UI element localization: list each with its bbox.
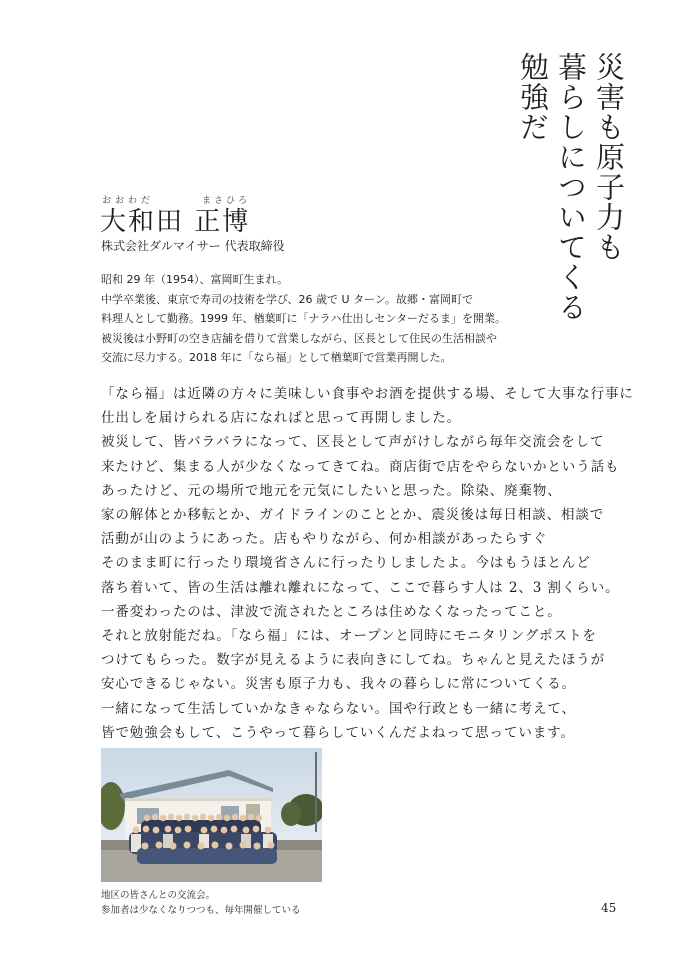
- body-line: 「なら福」は近隣の方々に美味しい食事やお酒を提供する場、そして大事な行事に: [101, 386, 634, 402]
- body-line: 被災して、皆バラバラになって、区長として声がけしながら毎年交流会をして: [101, 434, 605, 451]
- body-line: 来たけど、集まる人が少なくなってきてね。商店街で店をやらないかという話も: [101, 458, 620, 475]
- title-line-2: 暮らしについてくる: [554, 52, 588, 322]
- bio-line: 被災後は小野町の空き店舗を借りて営業しながら、区長として住民の生活相談や: [101, 331, 497, 345]
- body-line: 一緒になって生活していかなきゃならない。国や行政とも一緒に考えて、: [101, 700, 576, 717]
- body-line: 落ち着いて、皆の生活は離れ離れになって、ここで暮らす人は 2、3 割くらい。: [101, 579, 620, 596]
- body-line: つけてもらった。数字が見えるように表向きにしてね。ちゃんと見えたほうが: [101, 652, 605, 669]
- body-line: あったけど、元の場所で地元を元気にしたいと思った。除染、廃棄物、: [101, 482, 562, 499]
- caption-line: 地区の皆さんとの交流会。: [101, 890, 216, 901]
- bio-line: 昭和 29 年（1954）、富岡町生まれ。: [101, 273, 289, 286]
- interview-text: [101, 382, 634, 745]
- title-line-3: 勉強だ: [516, 52, 550, 142]
- body-line: 一番変わったのは、津波で流されたところは住めなくなったってこと。: [101, 603, 562, 620]
- bio-line: 中学卒業後、東京で寿司の技術を学び、26 歳で U ターン。故郷・富岡町で: [101, 292, 473, 306]
- photo-caption: [101, 888, 301, 918]
- body-line: そのまま町に行ったり環境省さんに行ったりしましたよ。今はもうほとんど: [101, 555, 591, 572]
- title-line-1: 災害も原子力も: [592, 52, 626, 262]
- name-ruby-given: まさひろ: [202, 196, 251, 206]
- person-name-block: [100, 196, 262, 237]
- biography: [101, 270, 507, 368]
- person-name: 大和田 正博: [100, 207, 251, 237]
- page-title: [518, 52, 628, 332]
- bio-line: 交流に尽力する。2018 年に「なら福」として楢葉町で営業再開した。: [101, 351, 452, 364]
- body-line: 家の解体とか移転とか、ガイドラインのこととか、震災後は毎日相談、相談で: [101, 507, 605, 524]
- page-number: 45: [601, 901, 617, 915]
- group-photo: [101, 748, 322, 882]
- caption-line: 参加者は少なくなりつつも、毎年開催している: [101, 905, 301, 916]
- name-ruby: [100, 196, 262, 207]
- body-line: 安心できるじゃない。災害も原子力も、我々の暮らしに常についてくる。: [101, 676, 576, 693]
- body-line: 活動が山のようにあった。店もやりながら、何か相談があったらすぐ: [101, 531, 548, 548]
- company-title: 株式会社ダルマイサー 代表取締役: [101, 239, 285, 253]
- name-ruby-family: おおわだ: [102, 196, 155, 206]
- body-line: それと放射能だね。「なら福」には、オープンと同時にモニタリングポストを: [101, 628, 597, 645]
- bio-line: 料理人として勤務。1999 年、楢葉町に「ナラハ仕出しセンターだるま」を開業。: [101, 312, 507, 325]
- body-line: 皆で勉強会もして、こうやって暮らしていくんだよねって思っています。: [101, 724, 575, 741]
- body-line: 仕出しを届けられる店になればと思って再開しました。: [101, 410, 461, 427]
